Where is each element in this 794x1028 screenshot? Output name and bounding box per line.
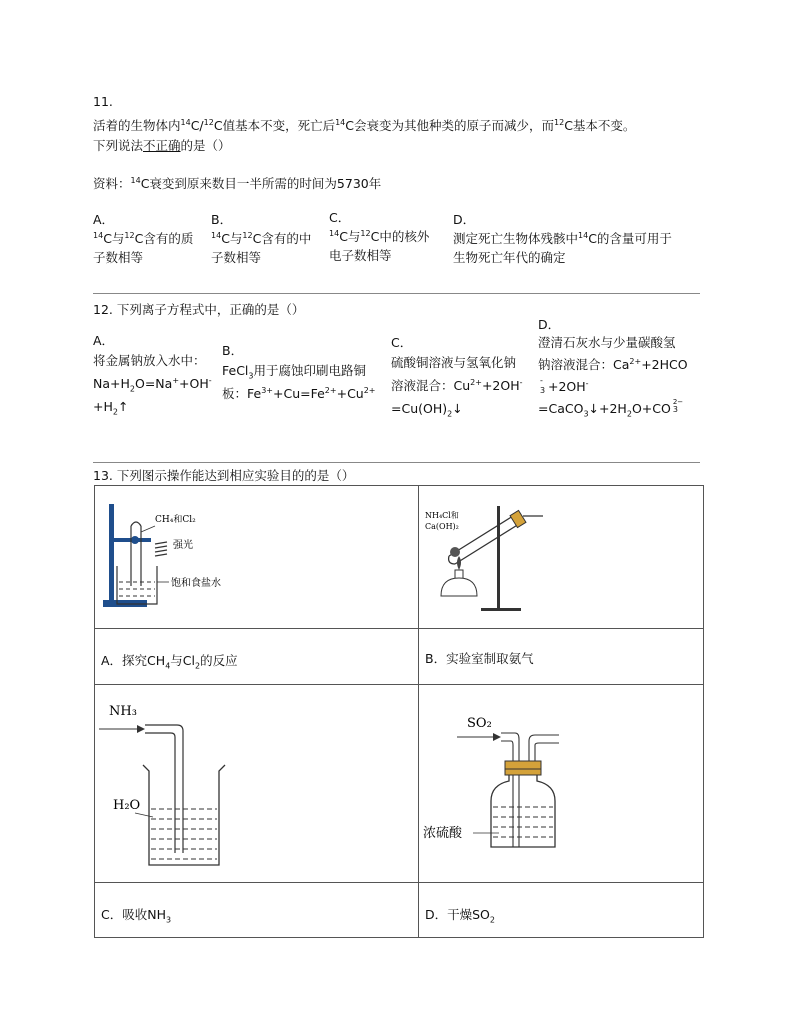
svg-text:NH₃: NH₃ bbox=[109, 704, 137, 719]
caption-d-cell[interactable] bbox=[419, 883, 704, 938]
caption-a-cell[interactable] bbox=[95, 629, 419, 685]
q12-option-d[interactable]: D． 澄清石灰水与少量碳酸氢 钠溶液混合：$Ca^{2+}+2HCO$ - 3 +2OH- $=CaCO_3↓+2H_2O+CO$ 2− 3 bbox=[538, 317, 688, 419]
figure-b-cell bbox=[419, 486, 704, 629]
divider bbox=[93, 462, 700, 463]
q11-option-a[interactable]: A． $^{14}$C与$^{12}$C含有的质 子数相等 bbox=[93, 212, 194, 265]
q11-number: 11. bbox=[93, 94, 113, 109]
figure-a-cell bbox=[95, 486, 419, 629]
caption-c: C．吸收$NH_3$ bbox=[101, 907, 172, 925]
figure-c-cell bbox=[95, 685, 419, 883]
svg-text:SO₂: SO₂ bbox=[467, 716, 492, 731]
svg-text:NH₄Cl和: NH₄Cl和 bbox=[425, 511, 459, 520]
q11-option-d[interactable]: D． 测定死亡生物体残骸中$^{14}$C的含量可用于 生物死亡年代的确定 bbox=[453, 212, 672, 265]
svg-text:Ca(OH)₂: Ca(OH)₂ bbox=[425, 522, 459, 531]
q12-option-b[interactable]: B． FeCl$_3$用于腐蚀印刷电路铜 板：$Fe^{3+}+Cu=Fe^{2+}+Cu^{2+}$ bbox=[222, 343, 376, 401]
caption-d: D．干燥$SO_2$ bbox=[425, 907, 495, 925]
q11-stem: 活着的生物体内$^{14}$C/$^{12}$C值基本不变，死亡后$^{14}$C会衰变为其他种类的原子而减少，而$^{12}$C基本不变。 bbox=[93, 117, 636, 133]
figure-c-nh3-absorb-apparatus bbox=[95, 685, 415, 879]
caption-c-cell[interactable] bbox=[95, 883, 419, 938]
svg-text:强光: 强光 bbox=[173, 540, 193, 551]
q12-option-a[interactable]: A． 将金属钠放入水中： $Na+H_2O=Na^++OH^-$ $+H_2↑$ bbox=[93, 333, 212, 417]
q13-options-table bbox=[94, 485, 704, 938]
caption-a: A．探究$CH_4$与$Cl_2$的反应 bbox=[101, 653, 238, 671]
svg-text:浓硫酸: 浓硫酸 bbox=[423, 826, 463, 841]
q11-info: 资料：$^{14}$C衰变到原来数目一半所需的时间为5730年 bbox=[93, 175, 382, 191]
q11-option-c[interactable]: C． $^{14}$C与$^{12}$C中的核外 电子数相等 bbox=[329, 210, 430, 263]
figure-a-ch4-cl2-apparatus bbox=[95, 486, 415, 625]
q12-option-c[interactable]: C． 硫酸铜溶液与氢氧化钠 溶液混合：$Cu^{2+}+2OH^-$ $=Cu(OH)_2↓$ bbox=[391, 335, 523, 419]
q11-option-b[interactable]: B． $^{14}$C与$^{12}$C含有的中 子数相等 bbox=[211, 212, 312, 265]
caption-b-cell[interactable] bbox=[419, 629, 704, 685]
figure-b-ammonia-apparatus bbox=[419, 486, 703, 625]
figure-d-so2-dry-apparatus bbox=[419, 685, 703, 879]
figure-d-cell bbox=[419, 685, 704, 883]
q13-title: 13. 下列图示操作能达到相应实验目的的是（） bbox=[93, 468, 355, 483]
q11-question: 下列说法不正确的是（） bbox=[93, 138, 231, 153]
caption-b: B．实验室制取氨气 bbox=[425, 651, 534, 666]
q12-title: 12. 下列离子方程式中，正确的是（） bbox=[93, 302, 305, 317]
svg-text:CH₄和Cl₂: CH₄和Cl₂ bbox=[155, 515, 196, 525]
divider bbox=[93, 293, 700, 294]
svg-text:H₂O: H₂O bbox=[113, 798, 141, 813]
svg-text:饱和食盐水: 饱和食盐水 bbox=[171, 578, 221, 589]
